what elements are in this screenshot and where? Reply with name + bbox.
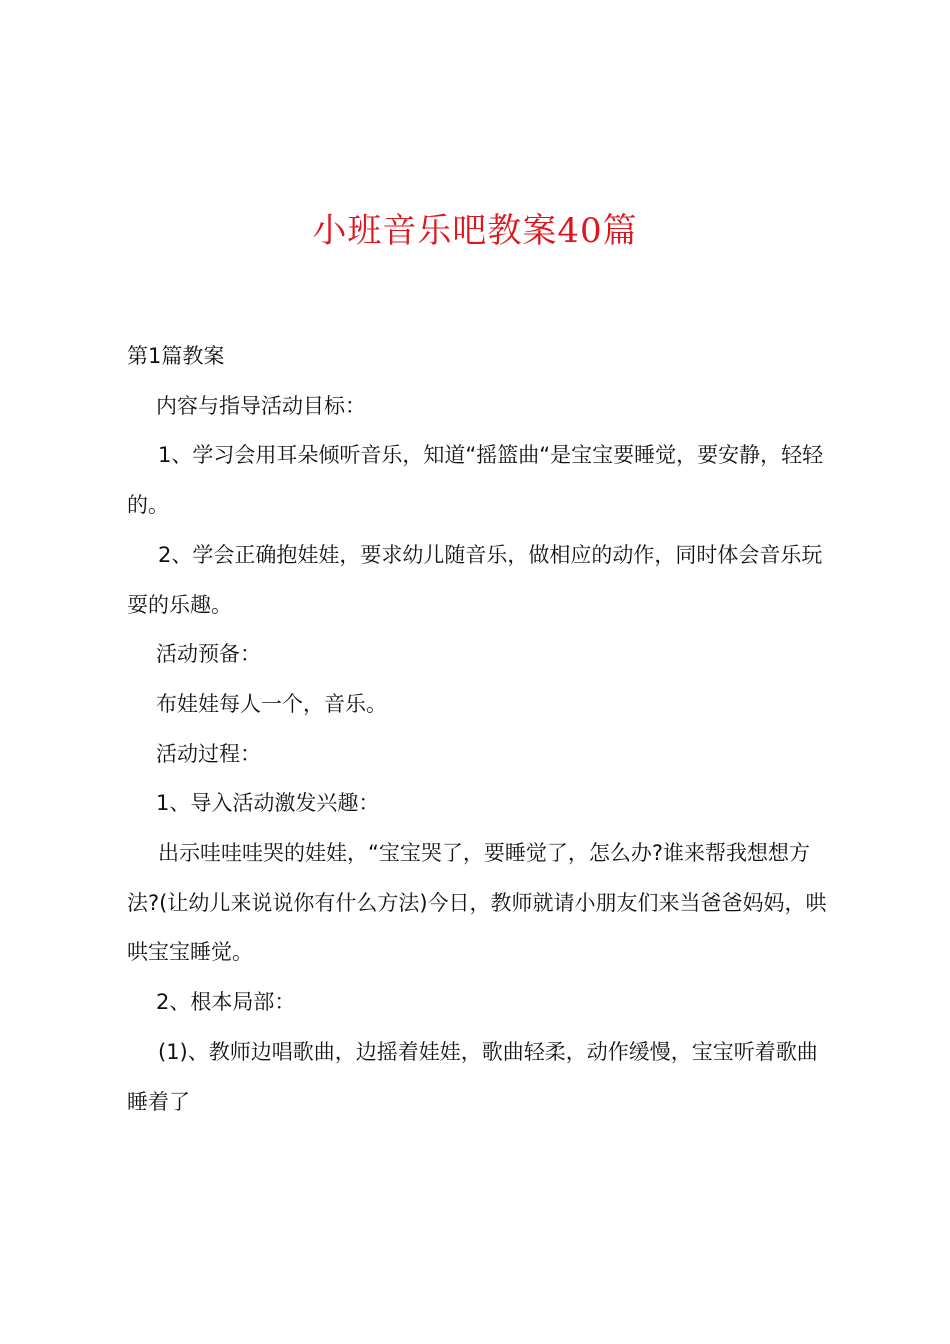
paragraph-step-2-heading: 2、根本局部： bbox=[156, 990, 296, 1015]
paragraph-objective-1: 1、学习会用耳朵倾听音乐，知道“摇篮曲“是宝宝要睡觉，要安静，轻轻的。 bbox=[127, 443, 824, 518]
paragraph-objective-2: 2、学会正确抱娃娃，要求幼儿随音乐，做相应的动作，同时体会音乐玩耍的乐趣。 bbox=[127, 542, 823, 617]
document-title: 小班音乐吧教案40篇 bbox=[312, 211, 638, 251]
paragraph-preparation: 布娃娃每人一个，音乐。 bbox=[156, 691, 387, 716]
section-heading: 第1篇教案 bbox=[127, 344, 225, 368]
paragraph-preparation-heading: 活动预备： bbox=[156, 642, 261, 667]
paragraph-step-1-heading: 1、导入活动激发兴趣： bbox=[156, 791, 380, 816]
paragraph-objectives-heading: 内容与指导活动目标： bbox=[156, 393, 366, 418]
paragraph-process-heading: 活动过程： bbox=[156, 741, 261, 766]
paragraph-step-1-body: 出示哇哇哇哭的娃娃，“宝宝哭了，要睡觉了，怎么办?谁来帮我想想方法?(让幼儿来说说你有什么方法)今日，教师就请小朋友们来当爸爸妈妈，哄哄宝宝睡觉。 bbox=[127, 841, 827, 965]
document-body bbox=[127, 332, 837, 1127]
paragraph-step-2-body: (1)、教师边唱歌曲，边摇着娃娃，歌曲轻柔，动作缓慢，宝宝听着歌曲睡着了 bbox=[127, 1039, 818, 1114]
